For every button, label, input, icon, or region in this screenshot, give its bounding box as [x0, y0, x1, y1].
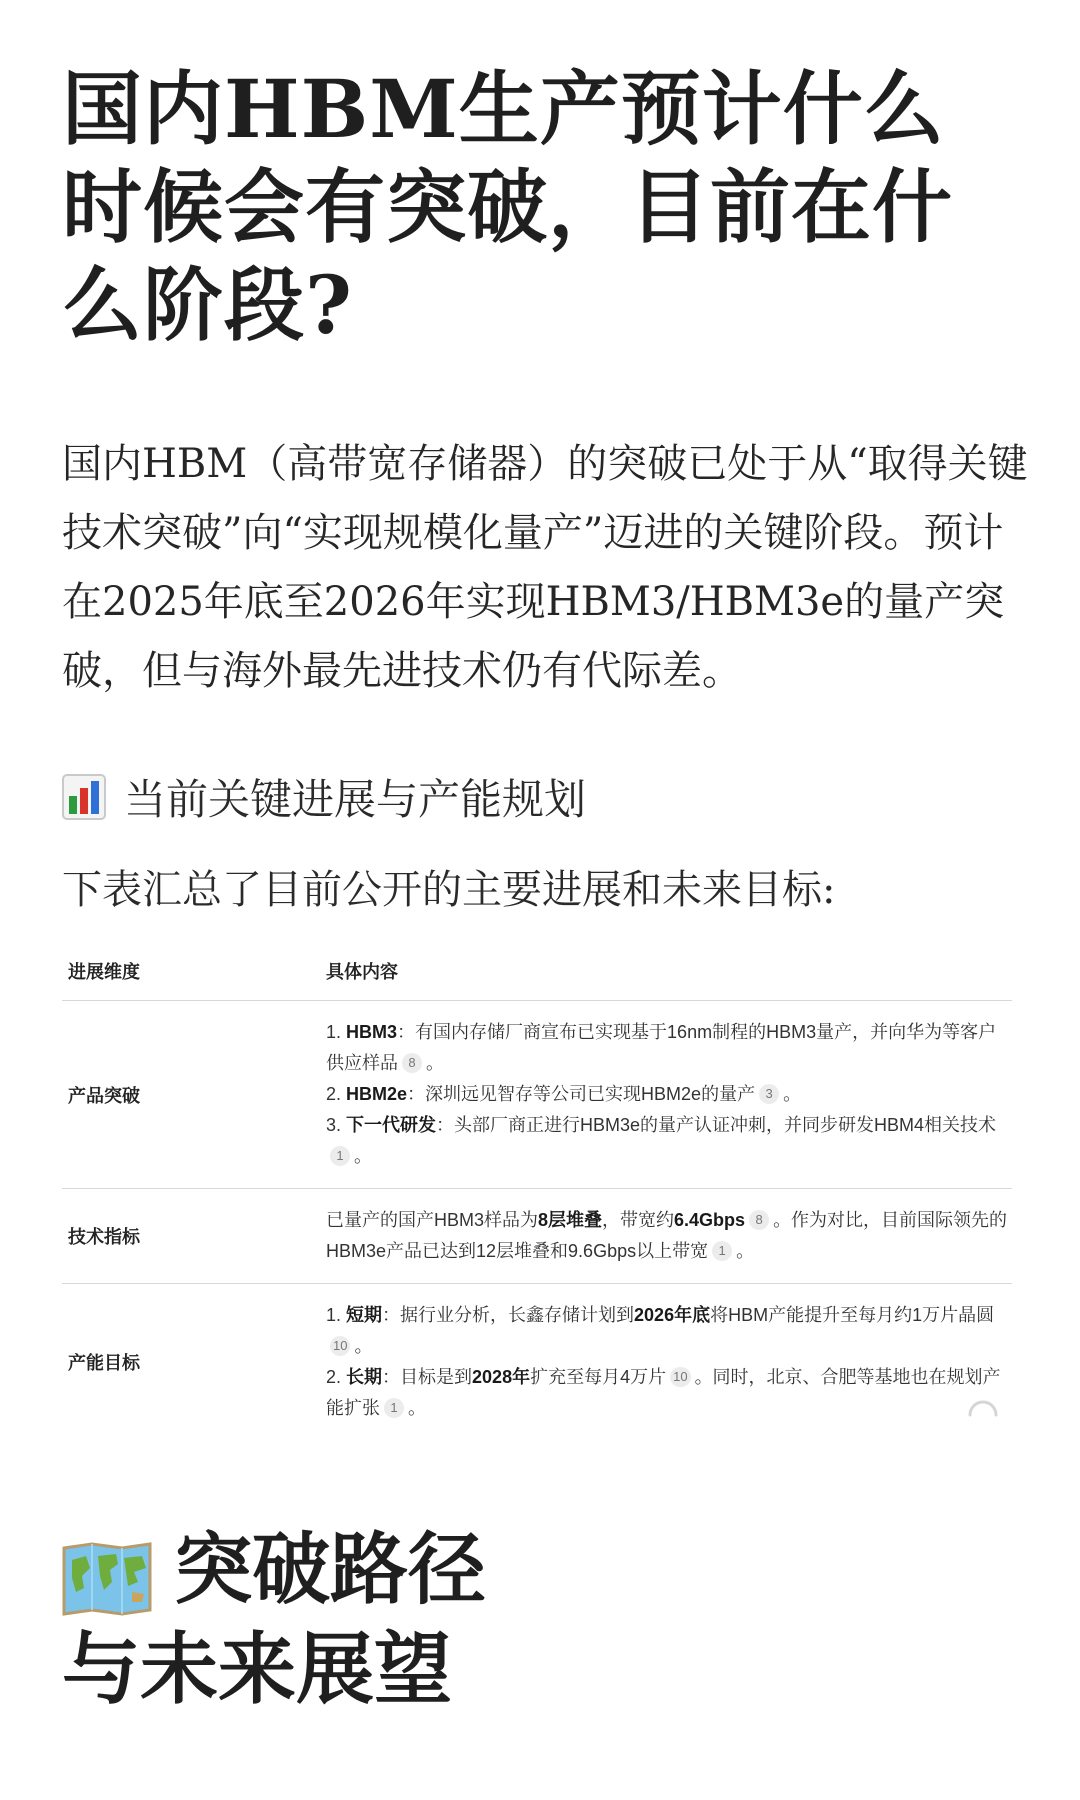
- list-end: 。: [354, 1336, 373, 1356]
- dimension-cell: 产品突破: [62, 1001, 326, 1189]
- list-end: 。: [783, 1084, 802, 1104]
- list-number: 2.: [326, 1084, 342, 1104]
- bold-text: 6.4Gbps: [674, 1210, 746, 1230]
- list-item: [326, 1079, 1012, 1110]
- content-cell: [326, 1001, 1012, 1189]
- loading-spinner-icon: [966, 1398, 1000, 1432]
- table-row: [62, 1284, 1012, 1441]
- table-lead-text: 下表汇总了目前公开的主要进展和未来目标:: [62, 867, 836, 913]
- list-text: ：深圳远见智存等公司已实现HBM2e的量产: [407, 1084, 756, 1104]
- list-label: HBM2e: [346, 1084, 408, 1104]
- citation-badge[interactable]: 1: [330, 1146, 350, 1166]
- list-number: 3.: [326, 1115, 342, 1135]
- list-text: ：头部厂商正进行HBM3e的量产认证冲刺，并同步研发HBM4相关技术: [436, 1115, 997, 1135]
- list-text: 。同时，北京、合肥等基地也在规划产能扩张: [326, 1367, 1001, 1418]
- list-item: [326, 1110, 1012, 1172]
- list-label: 短期: [346, 1305, 383, 1325]
- section-outlook: [62, 1520, 662, 1720]
- bold-text: 2028年: [472, 1367, 531, 1387]
- citation-badge[interactable]: 1: [712, 1241, 732, 1261]
- bold-text: 2026年底: [634, 1305, 711, 1325]
- list-label: 长期: [346, 1367, 383, 1387]
- section-heading-progress: 当前关键进展与产能规划: [124, 775, 587, 824]
- text-segment: 。作为对比，目前国际领先的HBM3e产品已达到12层堆叠和9.6Gbps以上带宽: [326, 1210, 1008, 1261]
- table-header-row: [62, 942, 1012, 1001]
- text-segment: 已量产的国产HBM3样品为: [326, 1210, 539, 1230]
- list-text: ：有国内存储厂商宣布已实现基于16nm制程的HBM3量产，并向华为等客户供应样品: [326, 1022, 997, 1073]
- citation-badge[interactable]: 10: [670, 1367, 690, 1387]
- heading-line: 与未来展望: [62, 1624, 453, 1715]
- citation-badge[interactable]: 10: [330, 1336, 350, 1356]
- list-end: 。: [354, 1146, 372, 1166]
- table-row: [62, 1189, 1012, 1284]
- dimension-cell: 技术指标: [62, 1189, 326, 1284]
- list-number: 1.: [326, 1022, 342, 1042]
- list-item: [326, 1362, 1012, 1424]
- list-text: ：目标是到: [382, 1367, 473, 1387]
- list-label: HBM3: [346, 1022, 398, 1042]
- list-item: [326, 1300, 1012, 1362]
- list-item: [326, 1017, 1012, 1079]
- list-number: 1.: [326, 1305, 342, 1325]
- bar-chart-icon: [62, 774, 106, 820]
- content-cell: [326, 1189, 1012, 1284]
- column-header-content: 具体内容: [326, 942, 1012, 1001]
- list-text: 将HBM产能提升至每月约1万片晶圆: [710, 1305, 995, 1325]
- intro-paragraph: 国内HBM（高带宽存储器）的突破已处于从“取得关键技术突破”向“实现规模化量产”迈进的关键阶段。预计在2025年底至2026年实现HBM3/HBM3e的量产突破，但与海外最先进技术仍有代际差。: [62, 441, 1028, 694]
- list-text: 扩充至每月4万片: [530, 1367, 667, 1387]
- column-header-dimension: 进展维度: [62, 942, 326, 1001]
- table-row: [62, 1001, 1012, 1189]
- text-segment: ，带宽约: [602, 1210, 675, 1230]
- content-cell: [326, 1284, 1012, 1441]
- progress-table: [62, 942, 1012, 1440]
- page-title: 国内HBM生产预计什么时候会有突破，目前在什么阶段?: [62, 62, 953, 352]
- citation-badge[interactable]: 1: [384, 1398, 404, 1418]
- section-progress: [62, 765, 586, 829]
- bold-text: 8层堆叠: [538, 1210, 603, 1230]
- list-end: 。: [408, 1398, 426, 1418]
- citation-badge[interactable]: 8: [402, 1053, 422, 1073]
- citation-badge[interactable]: 3: [759, 1084, 779, 1104]
- list-number: 2.: [326, 1367, 342, 1387]
- text-end: 。: [736, 1241, 755, 1261]
- list-text: ：据行业分析，长鑫存储计划到: [382, 1305, 635, 1325]
- dimension-cell: 产能目标: [68, 1353, 140, 1373]
- citation-badge[interactable]: 8: [749, 1210, 769, 1230]
- list-label: 下一代研发: [346, 1115, 437, 1135]
- heading-line: 突破路径: [174, 1524, 487, 1615]
- section-heading-outlook: [62, 1520, 662, 1720]
- paragraph-text: [326, 1205, 1012, 1267]
- world-map-icon: [62, 1542, 152, 1616]
- list-end: 。: [426, 1053, 444, 1073]
